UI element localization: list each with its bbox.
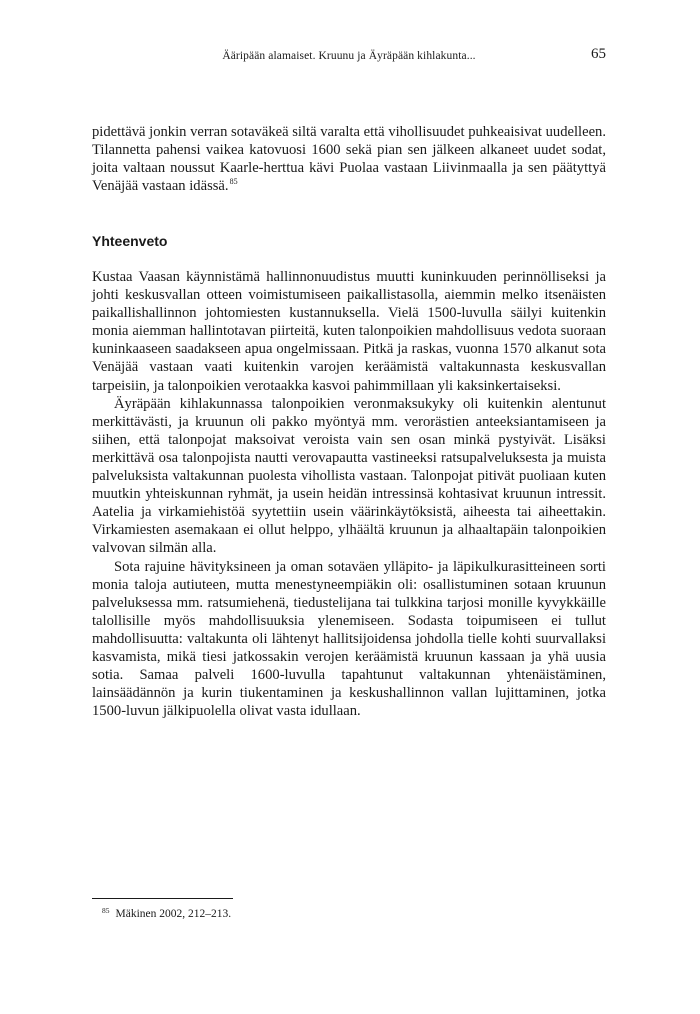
- footnote-number: 85: [102, 906, 110, 915]
- footnote-divider: [92, 898, 233, 899]
- summary-paragraph-2: Äyräpään kihlakunnassa talonpoikien veronmaksukyky oli kuitenkin alentunut merkittävästi, ja kruunun oli pakko myöntyä mm. verorästien anteeksiantamiseen ja siihen, että talonpojat maksoivat veroista vain sen osan minkä pystyivät. Lisäksi merkittävä osa talonpojista nautti verovapautta vastineeksi ratsupalveluksesta ja muista palveluksista valtakunnan puolesta vihollista vastaan. Talonpojat pitivät puoliaan kuten muutkin yhteiskunnan ryhmät, ja usein heidän intressinsä kohtasivat kruunun intressit. Aatelia ja virkamiehistöä syytettiin usein väärinkäytöksistä, aiheesta tai aiheettakin. Virkamiesten asemakaan ei ollut helppo, ylhäältä kruunun ja alhaaltapäin talonpoikien valvovan silmän alla.: [92, 395, 606, 557]
- summary-paragraph-3: Sota rajuine hävityksineen ja oman sotaväen ylläpito- ja läpikulkurasitteineen sorti monia taloja autiuteen, mutta menestyneempiäkin oli: osallistuminen sotaan kruunun palveluksessa mm. ratsumiehenä, tiedustelijana tai tulkkina tarjosi monille kyvykkäille talollisille myös mahdollisuuksia ylenemiseen. Sodasta toipumiseen ei tullut mahdollisuutta: valtakunta oli lähtenyt hallitsijoidensa johdolla tielle kohti suurvallaksi kasvamista, mikä tiesi jatkossakin verojen keräämistä kruunun kassaan ja yhä uusia sotia. Samaa palveli 1600-luvulla tapahtunut valtakunnan yhtenäistäminen, lainsäädännön ja kurin tiukentaminen ja keskushallinnon vallan lujittaminen, jotka 1500-luvun jälkipuolella olivat vasta idullaan.: [92, 558, 606, 720]
- summary-section-body: [92, 268, 606, 720]
- intro-paragraph-block: [92, 123, 606, 195]
- running-title: Ääripään alamaiset. Kruunu ja Äyräpään kihlakunta...: [222, 50, 476, 62]
- footnote-reference[interactable]: 85: [229, 177, 238, 187]
- section-heading: Yhteenveto: [92, 233, 168, 249]
- page-number: 65: [591, 46, 606, 62]
- intro-paragraph-text: pidettävä jonkin verran sotaväkeä siltä varalta että vihollisuudet puhkeaisivat uudelleen. Tilannetta pahensi vaikea katovuosi 1600 sekä pian sen jälkeen alkaneet uudet sodat, joita valtaan noussut Kaarle-herttua kävi Puolaa vastaan Liivinmaalla ja sen päätyttyä Venäjää vastaan idässä.: [92, 124, 606, 195]
- footnote: [102, 907, 231, 921]
- intro-paragraph: [92, 123, 606, 195]
- summary-paragraph-1: Kustaa Vaasan käynnistämä hallinnonuudistus muutti kuninkuuden perinnölliseksi ja johti keskusvallan otteen voimistumiseen paikallistasolla, aiemmin melko itsenäisten paikallishallinnon johtomiesten kustannuksella. Vielä 1500-luvulla säilyi kuitenkin monia aiemman hallintotavan piirteitä, kuten talonpoikien mahdollisuus vedota suoraan kuninkaaseen saadakseen apua ongelmissaan. Pitkä ja raskas, vuonna 1570 alkanut sota Venäjää vastaan vaati kuitenkin varojen keräämistä valtakunnasta keskusvallan tarpeisiin, ja talonpoikien verotaakka kasvoi pahimmillaan yli kaksinkertaiseksi.: [92, 269, 606, 394]
- footnote-text: Mäkinen 2002, 212–213.: [115, 908, 232, 920]
- running-header: [92, 46, 606, 70]
